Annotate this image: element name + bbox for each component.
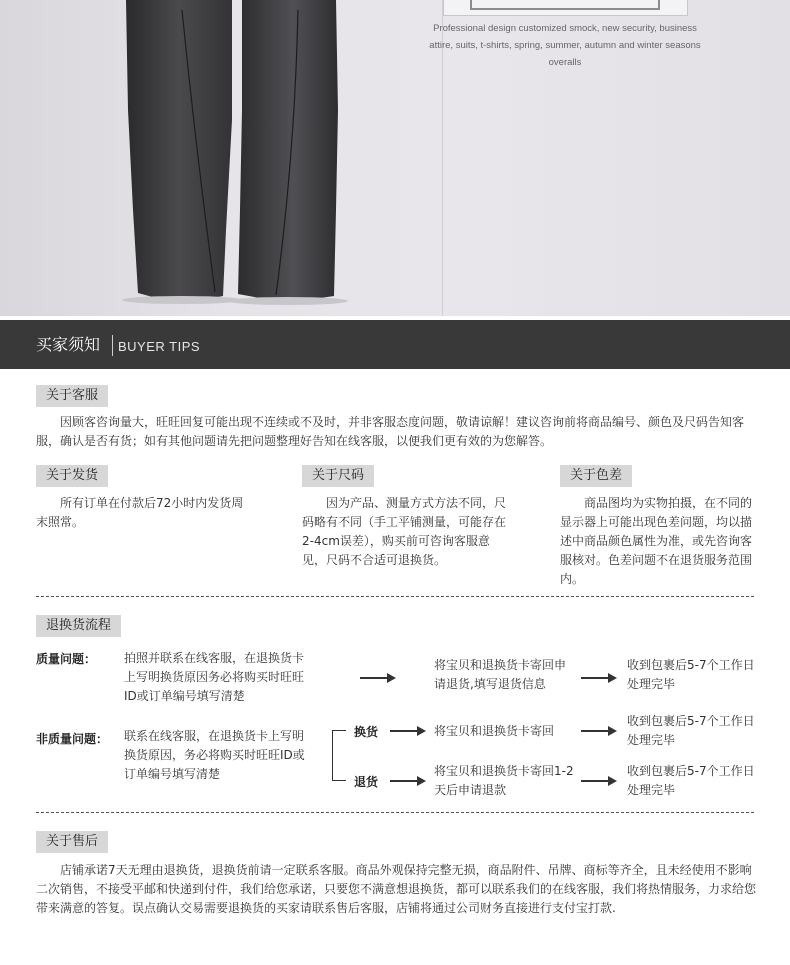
exchange-step2: 将宝贝和退换货卡寄回 [434,724,555,738]
branch-bracket [332,730,333,780]
arrow-icon [581,672,617,684]
size-tag: 关于尺码 [302,465,374,487]
after-sales-tag: 关于售后 [36,831,108,853]
exchange-step3: 收到包裹后5-7个工作日处理完毕 [627,714,755,747]
buyer-tips-banner [0,320,790,369]
section-divider [36,596,754,597]
process-tag: 退换货流程 [36,615,121,637]
shipping-text: 所有订单在付款后72小时内发货周末照常。 [36,496,244,529]
arrow-icon [390,775,426,787]
banner-separator [112,335,113,356]
quality-step1: 拍照并联系在线客服，在退换货卡上写明换货原因务必将购买时旺旺ID或订单编号填写清楚 [124,651,305,703]
banner-title-cn: 买家须知 [36,335,101,354]
arrow-icon [360,672,396,684]
return-step2: 将宝贝和退换货卡寄回1-2天后申请退款 [434,764,574,797]
customer-service-text: 因顾客咨询量大，旺旺回复可能出现不连续或不及时，并非客服态度问题，敬请谅解！建议咨询前将商品编号、颜色及尺码告知客服，确认是否有货；如有其他问题请先把问题整理好告知在线客服，以便我们更有效的为您解答。 [36,415,745,448]
arrow-icon [581,775,617,787]
quality-step3: 收到包裹后5-7个工作日处理完毕 [627,658,755,691]
section-divider [36,812,754,813]
return-step3: 收到包裹后5-7个工作日处理完毕 [627,764,755,797]
quality-step2: 将宝贝和退换货卡寄回申请退货,填写退货信息 [434,658,567,691]
customer-service-tag: 关于客服 [36,385,108,407]
non-quality-step1: 联系在线客服，在退换货卡上写明换货原因，务必将购买时旺旺ID或订单编号填写清楚 [124,729,305,781]
after-sales-text: 店铺承诺7天无理由退换货，退换货前请一定联系客服。商品外观保持完整无损，商品附件、吊牌、商标等齐全，且未经使用不影响二次销售，不接受平邮和快递到付件，我们给您承诺，只要您不满意想退换货，都可以联系我们的在线客服，我们将热情服务，力求给您带来满意的答复。误点确认交易需要退换货的买家请联系售后客服，店铺将通过公司财务直接进行支付宝打款. [36,863,757,915]
color-text: 商品图均为实物拍摄，在不同的显示器上可能出现色差问题，均以描述中商品颜色属性为准，或先咨询客服核对。色差问题不在退货服务范围内。 [560,496,753,586]
exchange-label: 换货 [354,725,379,739]
return-label: 退货 [354,775,379,789]
size-text: 因为产品、测量方式方法不同，尺码略有不同（手工平铺测量，可能存在2-4cm误差），购买前可咨询客服意见，尺码不合适可退换货。 [302,496,507,567]
hero-frame-inner [470,0,660,10]
non-quality-issue-label: 非质量问题： [36,732,109,746]
branch-tick [332,730,346,731]
color-tag: 关于色差 [560,465,632,487]
branch-tick [332,780,346,781]
quality-issue-label: 质量问题： [36,652,97,666]
arrow-icon [390,725,426,737]
hero-description: Professional design customized smock, new security, business attire, suits, t-shirts, spring, summer, autumn and winter seasons overalls [429,23,701,68]
shipping-tag: 关于发货 [36,465,108,487]
banner-title-en: BUYER TIPS [118,339,201,354]
arrow-icon [581,725,617,737]
trousers-image [0,0,360,316]
